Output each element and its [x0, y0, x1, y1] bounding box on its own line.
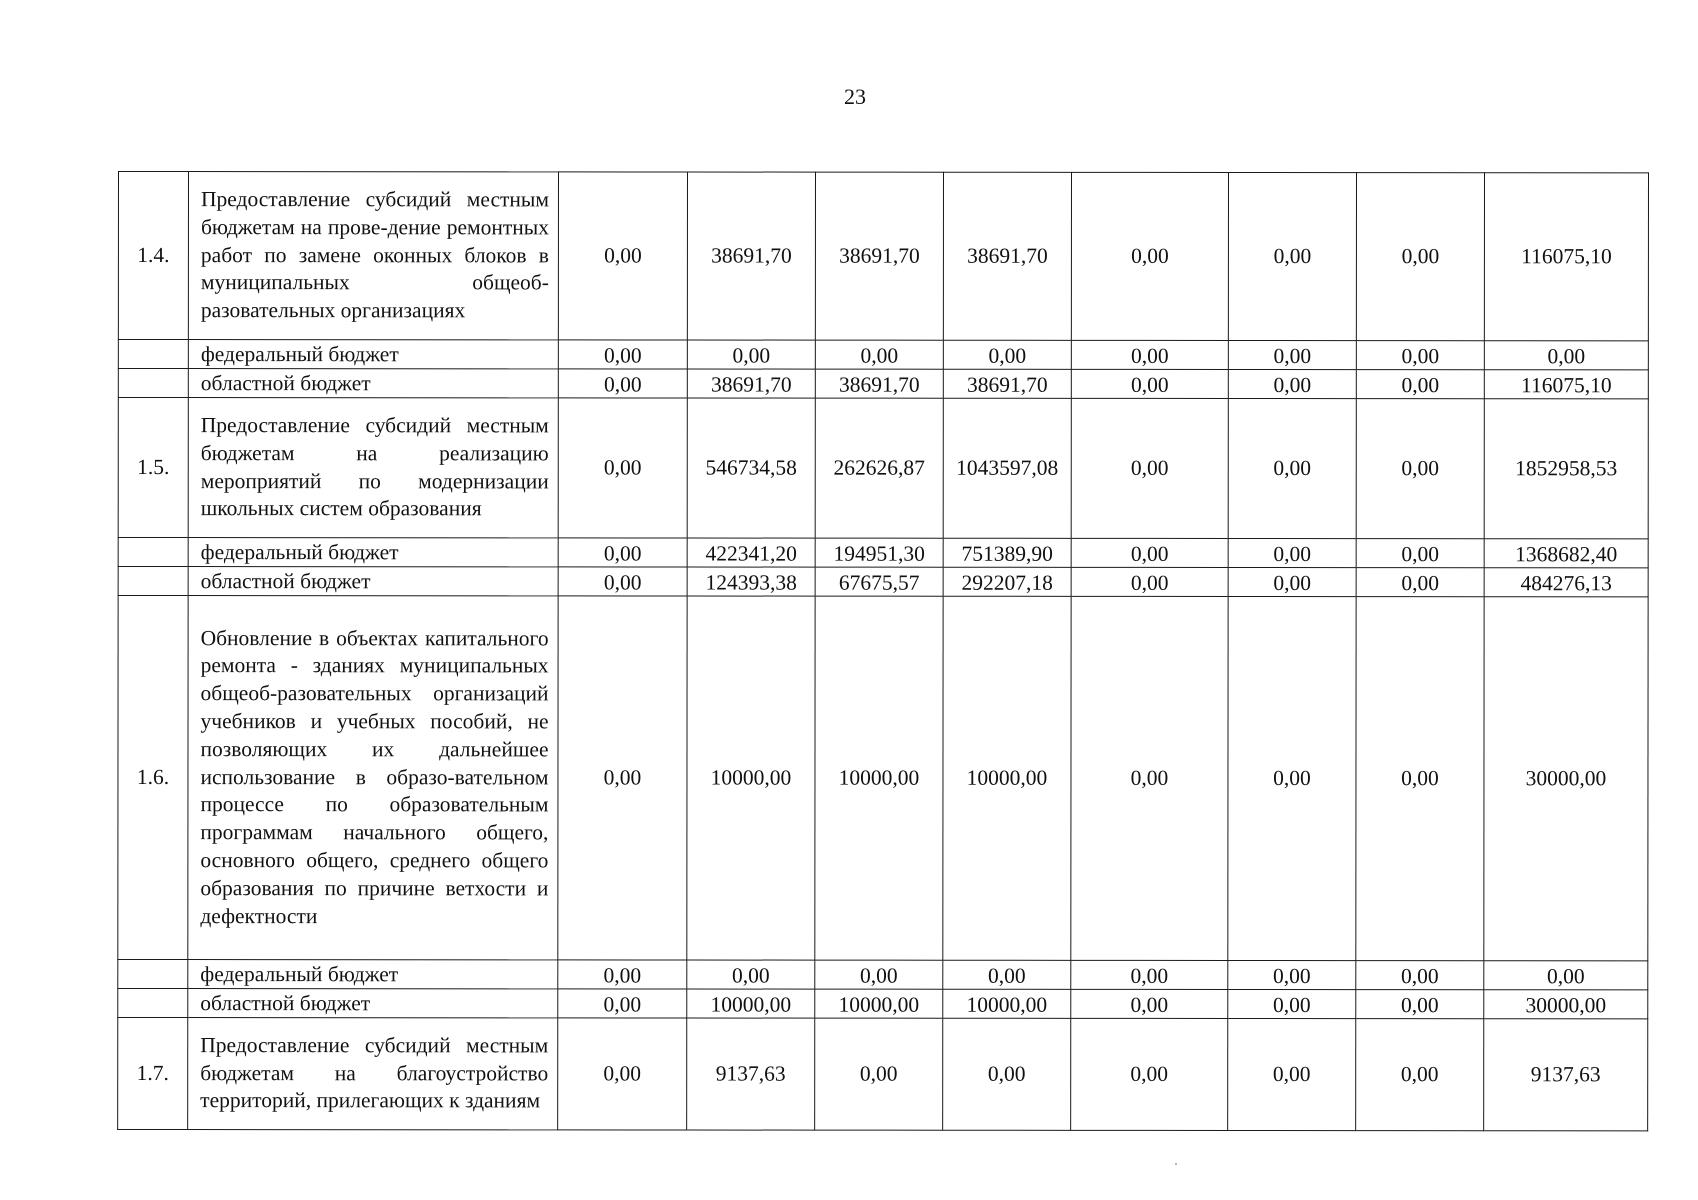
table-row: [118, 172, 1648, 341]
value-cell: 0,00: [1228, 567, 1356, 596]
value-cell: 0,00: [1356, 399, 1484, 539]
value-cell: 194951,30: [815, 538, 943, 567]
table-row: [118, 369, 1648, 399]
row-name: областной бюджет: [188, 567, 558, 596]
value-cell: 0,00: [815, 340, 943, 369]
value-cell: 0,00: [1228, 960, 1356, 989]
value-cell: 0,00: [1071, 172, 1228, 340]
value-cell: 0,00: [1228, 596, 1356, 960]
table-row: [118, 596, 1648, 961]
value-cell: 422341,20: [687, 538, 815, 567]
table-row: [118, 567, 1648, 597]
row-name: федеральный бюджет: [188, 960, 558, 989]
row-number: [118, 960, 188, 989]
value-cell: 0,00: [558, 1018, 687, 1130]
value-cell: 546734,58: [687, 398, 815, 538]
value-cell: 0,00: [1356, 539, 1484, 568]
value-cell: 0,00: [1071, 398, 1228, 538]
value-cell: 0,00: [558, 340, 687, 369]
row-name: областной бюджет: [188, 989, 558, 1018]
value-cell: 1368682,40: [1484, 539, 1648, 568]
value-cell: 38691,70: [687, 172, 815, 340]
budget-table: [117, 171, 1649, 1131]
value-cell: 262626,87: [815, 398, 943, 538]
value-cell: 9137,63: [687, 1018, 815, 1130]
table-row: [118, 1018, 1648, 1131]
value-cell: 0,00: [943, 1018, 1071, 1130]
value-cell: 0,00: [687, 340, 815, 369]
value-cell: 10000,00: [687, 596, 815, 960]
scan-speck: [1175, 1163, 1177, 1165]
value-cell: 9137,63: [1484, 1019, 1648, 1131]
row-name: Обновление в объектах капитального ремонта - зданиях муниципальных общеоб-разовательных организаций учебников и учебных пособий, не позволяющих их дальнейшее использование в образо-вательном процессе по образовательным программам начального общего, основного общего, среднего общего образования по причине ветхости и дефектности: [188, 596, 558, 960]
row-name: федеральный бюджет: [188, 340, 558, 369]
value-cell: 0,00: [1228, 398, 1356, 538]
row-number: 1.7.: [118, 1018, 188, 1130]
value-cell: 0,00: [687, 960, 815, 989]
value-cell: 0,00: [1356, 341, 1484, 370]
row-number: [118, 538, 188, 567]
value-cell: 0,00: [1356, 173, 1484, 341]
value-cell: 0,00: [558, 989, 687, 1018]
value-cell: 38691,70: [687, 369, 815, 398]
value-cell: 0,00: [1228, 538, 1356, 567]
table-row: [118, 989, 1648, 1019]
value-cell: 0,00: [558, 596, 687, 960]
value-cell: 484276,13: [1484, 568, 1648, 597]
value-cell: 0,00: [1228, 172, 1356, 340]
value-cell: 0,00: [1228, 340, 1356, 369]
value-cell: 116075,10: [1484, 370, 1648, 399]
value-cell: 0,00: [1356, 597, 1484, 961]
page-number: 23: [844, 84, 866, 109]
value-cell: 0,00: [558, 960, 687, 989]
row-name: Предоставление субсидий местным бюджетам на благоустройство территорий, прилегающих к зданиям: [188, 1018, 558, 1130]
value-cell: 38691,70: [943, 172, 1071, 340]
value-cell: 0,00: [1228, 1018, 1356, 1130]
row-name: областной бюджет: [188, 369, 558, 398]
value-cell: 0,00: [1356, 990, 1484, 1019]
value-cell: 10000,00: [815, 596, 943, 960]
value-cell: 0,00: [1228, 369, 1356, 398]
row-number: [118, 567, 188, 596]
value-cell: 0,00: [1071, 1018, 1228, 1130]
row-number: 1.6.: [118, 596, 188, 960]
table-row: [118, 960, 1648, 990]
value-cell: 0,00: [1356, 1019, 1484, 1131]
value-cell: 0,00: [1484, 961, 1648, 990]
value-cell: 0,00: [815, 960, 943, 989]
row-name: Предоставление субсидий местным бюджетам на прове-дение ремонтных работ по замене оконных блоков в муниципальных общеоб-разовательных организациях: [188, 172, 558, 340]
value-cell: 0,00: [1356, 568, 1484, 597]
value-cell: 1852958,53: [1484, 399, 1648, 539]
value-cell: 0,00: [1071, 567, 1228, 596]
value-cell: 38691,70: [815, 369, 943, 398]
value-cell: 0,00: [1071, 596, 1228, 960]
value-cell: 10000,00: [943, 989, 1071, 1018]
row-name: Предоставление субсидий местным бюджетам на реализацию мероприятий по модернизации школьных систем образования: [188, 398, 558, 538]
value-cell: 10000,00: [943, 596, 1071, 960]
value-cell: 30000,00: [1484, 597, 1648, 961]
value-cell: 38691,70: [815, 172, 943, 340]
value-cell: 0,00: [1071, 369, 1228, 398]
row-number: 1.5.: [118, 398, 188, 538]
value-cell: 124393,38: [687, 567, 815, 596]
value-cell: 0,00: [558, 538, 687, 567]
value-cell: 67675,57: [815, 567, 943, 596]
value-cell: 0,00: [1071, 340, 1228, 369]
value-cell: 0,00: [1071, 989, 1228, 1018]
row-name: федеральный бюджет: [188, 538, 558, 567]
table-row: [118, 538, 1648, 568]
value-cell: 1043597,08: [943, 398, 1071, 538]
value-cell: 0,00: [1484, 341, 1648, 370]
row-number: [118, 340, 188, 369]
value-cell: 0,00: [943, 960, 1071, 989]
value-cell: 0,00: [815, 1018, 943, 1130]
value-cell: 0,00: [1071, 538, 1228, 567]
value-cell: 10000,00: [815, 989, 943, 1018]
value-cell: 0,00: [558, 398, 687, 538]
row-number: 1.4.: [118, 172, 188, 340]
value-cell: 0,00: [943, 340, 1071, 369]
value-cell: 0,00: [558, 567, 687, 596]
value-cell: 30000,00: [1484, 990, 1648, 1019]
value-cell: 0,00: [558, 172, 687, 340]
value-cell: 0,00: [1356, 961, 1484, 990]
value-cell: 10000,00: [687, 989, 815, 1018]
table-row: [118, 340, 1648, 370]
value-cell: 116075,10: [1484, 173, 1648, 341]
table-row: [118, 398, 1648, 539]
value-cell: 751389,90: [943, 538, 1071, 567]
value-cell: 0,00: [1071, 960, 1228, 989]
row-number: [118, 989, 188, 1018]
value-cell: 292207,18: [943, 567, 1071, 596]
row-number: [118, 369, 188, 398]
value-cell: 38691,70: [943, 369, 1071, 398]
value-cell: 0,00: [558, 369, 687, 398]
value-cell: 0,00: [1356, 370, 1484, 399]
value-cell: 0,00: [1228, 989, 1356, 1018]
